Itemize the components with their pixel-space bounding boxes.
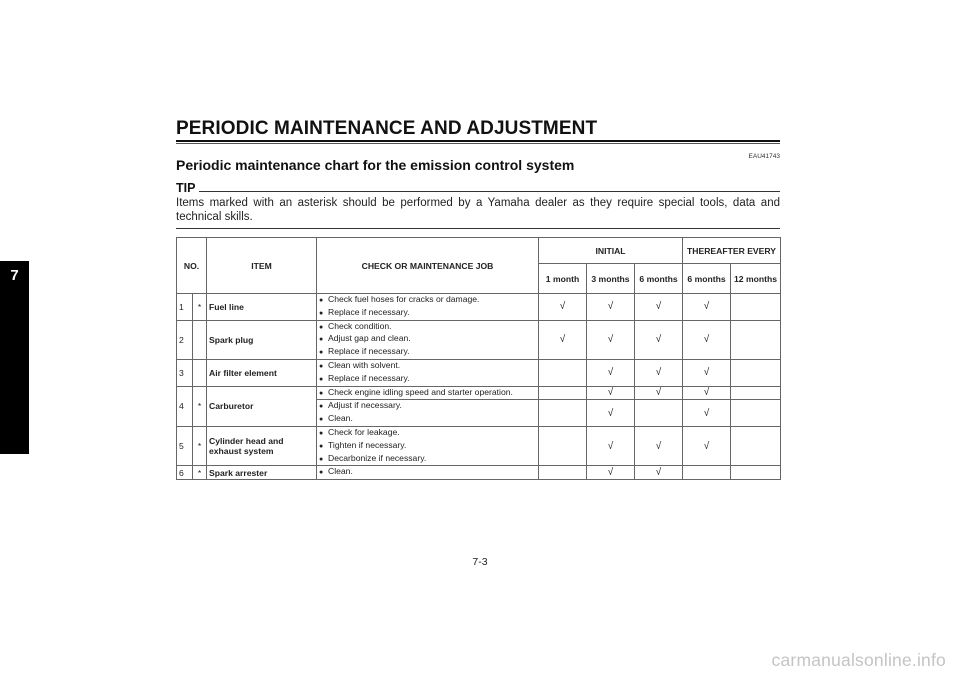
job-line (319, 387, 536, 400)
job-line (319, 294, 536, 307)
bullet-icon: ● (319, 375, 324, 383)
page-number: 7-3 (472, 556, 488, 568)
check-cell (731, 386, 781, 400)
bullet-icon: ● (319, 389, 324, 397)
header-thereafter-12-months: 12 months (731, 264, 781, 294)
job-line (319, 333, 536, 346)
check-cell (539, 386, 587, 400)
table-row (177, 426, 781, 465)
header-initial: INITIAL (539, 238, 683, 264)
job-cell (317, 466, 539, 480)
table-row (177, 294, 781, 321)
table-row (177, 359, 781, 386)
check-cell: √ (683, 386, 731, 400)
check-cell: √ (635, 426, 683, 465)
job-cell (317, 359, 539, 386)
bullet-icon: ● (319, 442, 324, 450)
section-title: Periodic maintenance chart for the emission control system (176, 157, 575, 173)
header-6-months: 6 months (635, 264, 683, 294)
chart-body (177, 294, 781, 480)
bullet-icon: ● (319, 297, 324, 304)
check-cell: √ (635, 294, 683, 321)
header-rule-thin (176, 143, 780, 144)
job-text: Check for leakage. (328, 426, 400, 437)
job-line (319, 466, 536, 479)
job-text: Decarbonize if necessary. (328, 452, 427, 463)
dealer-asterisk: * (193, 426, 207, 465)
job-cell (317, 386, 539, 400)
job-text: Check engine idling speed and starter operation. (328, 386, 513, 397)
bullet-icon: ● (319, 362, 324, 370)
job-text: Clean. (328, 413, 353, 424)
item-name: Spark plug (207, 320, 317, 359)
item-name: Spark arrester (207, 466, 317, 480)
tip-text: Items marked with an asterisk should be performed by a Yamaha dealer as they require special tools, data and technical skills. (176, 197, 780, 223)
job-cell (317, 400, 539, 427)
item-name: Air filter element (207, 359, 317, 386)
check-cell: √ (635, 466, 683, 480)
item-name: Carburetor (207, 386, 317, 426)
header-1-month: 1 month (539, 264, 587, 294)
bullet-icon: ● (319, 469, 324, 477)
job-text: Replace if necessary. (328, 306, 410, 317)
check-cell: √ (587, 400, 635, 427)
check-cell: √ (587, 294, 635, 321)
row-number: 1 (177, 294, 193, 321)
check-cell: √ (683, 426, 731, 465)
tip-rule (199, 191, 780, 192)
check-cell: √ (683, 294, 731, 321)
bullet-icon: ● (319, 403, 324, 411)
bullet-icon: ● (319, 416, 324, 424)
table-row (177, 466, 781, 480)
row-number: 5 (177, 426, 193, 465)
check-cell: √ (635, 386, 683, 400)
tip-rule-bottom (176, 228, 780, 229)
header-no: NO. (177, 238, 207, 294)
job-line (319, 307, 536, 320)
job-line (319, 427, 536, 440)
job-line (319, 346, 536, 359)
check-cell: √ (587, 386, 635, 400)
item-name: Fuel line (207, 294, 317, 321)
job-text: Check condition. (328, 320, 392, 331)
table-row (177, 320, 781, 359)
job-text: Check fuel hoses for cracks or damage. (328, 294, 480, 304)
job-text: Clean with solvent. (328, 359, 401, 370)
check-cell: √ (683, 359, 731, 386)
dealer-asterisk (193, 359, 207, 386)
dealer-asterisk: * (193, 386, 207, 426)
page-header: PERIODIC MAINTENANCE AND ADJUSTMENT (176, 118, 598, 139)
check-cell (635, 400, 683, 427)
job-cell (317, 426, 539, 465)
check-cell: √ (587, 466, 635, 480)
bullet-icon: ● (319, 323, 324, 331)
maintenance-chart (176, 237, 781, 480)
bullet-icon: ● (319, 429, 324, 437)
header-job: CHECK OR MAINTENANCE JOB (317, 238, 539, 294)
bullet-icon: ● (319, 455, 324, 463)
check-cell (731, 320, 781, 359)
job-text: Tighten if necessary. (328, 439, 407, 450)
check-cell (539, 400, 587, 427)
job-text: Adjust if necessary. (328, 400, 402, 411)
check-cell (683, 466, 731, 480)
check-cell: √ (587, 359, 635, 386)
check-cell (731, 466, 781, 480)
header-thereafter-6-months: 6 months (683, 264, 731, 294)
check-cell: √ (539, 294, 587, 321)
job-line (319, 453, 536, 466)
dealer-asterisk (193, 320, 207, 359)
check-cell: √ (587, 426, 635, 465)
chapter-tab: 7 (0, 261, 29, 454)
table-row (177, 386, 781, 400)
job-text: Clean. (328, 466, 353, 477)
check-cell (731, 426, 781, 465)
check-cell (731, 400, 781, 427)
job-text: Adjust gap and clean. (328, 333, 411, 344)
job-line (319, 400, 536, 413)
check-cell (539, 426, 587, 465)
job-line (319, 373, 536, 386)
check-cell: √ (683, 400, 731, 427)
job-line (319, 413, 536, 426)
check-cell: √ (683, 320, 731, 359)
header-item: ITEM (207, 238, 317, 294)
check-cell: √ (539, 320, 587, 359)
job-line (319, 440, 536, 453)
header-thereafter: THEREAFTER EVERY (683, 238, 781, 264)
check-cell (539, 466, 587, 480)
bullet-icon: ● (319, 309, 324, 317)
bullet-icon: ● (319, 349, 324, 357)
job-text: Replace if necessary. (328, 372, 410, 383)
dealer-asterisk: * (193, 294, 207, 321)
bullet-icon: ● (319, 336, 324, 344)
item-name: Cylinder head and exhaust system (207, 426, 317, 465)
job-text: Replace if necessary. (328, 346, 410, 357)
row-number: 2 (177, 320, 193, 359)
job-line (319, 360, 536, 373)
check-cell: √ (587, 320, 635, 359)
job-line (319, 321, 536, 334)
check-cell (731, 294, 781, 321)
reference-code: EAU41743 (748, 153, 780, 160)
row-number: 4 (177, 386, 193, 426)
row-number: 6 (177, 466, 193, 480)
check-cell: √ (635, 320, 683, 359)
header-3-months: 3 months (587, 264, 635, 294)
check-cell (731, 359, 781, 386)
row-number: 3 (177, 359, 193, 386)
check-cell (539, 359, 587, 386)
watermark: carmanualsonline.info (771, 650, 946, 670)
tip-label: TIP (176, 181, 196, 195)
job-cell (317, 294, 539, 321)
header-rule (176, 140, 780, 142)
check-cell: √ (635, 359, 683, 386)
dealer-asterisk: * (193, 466, 207, 480)
job-cell (317, 320, 539, 359)
